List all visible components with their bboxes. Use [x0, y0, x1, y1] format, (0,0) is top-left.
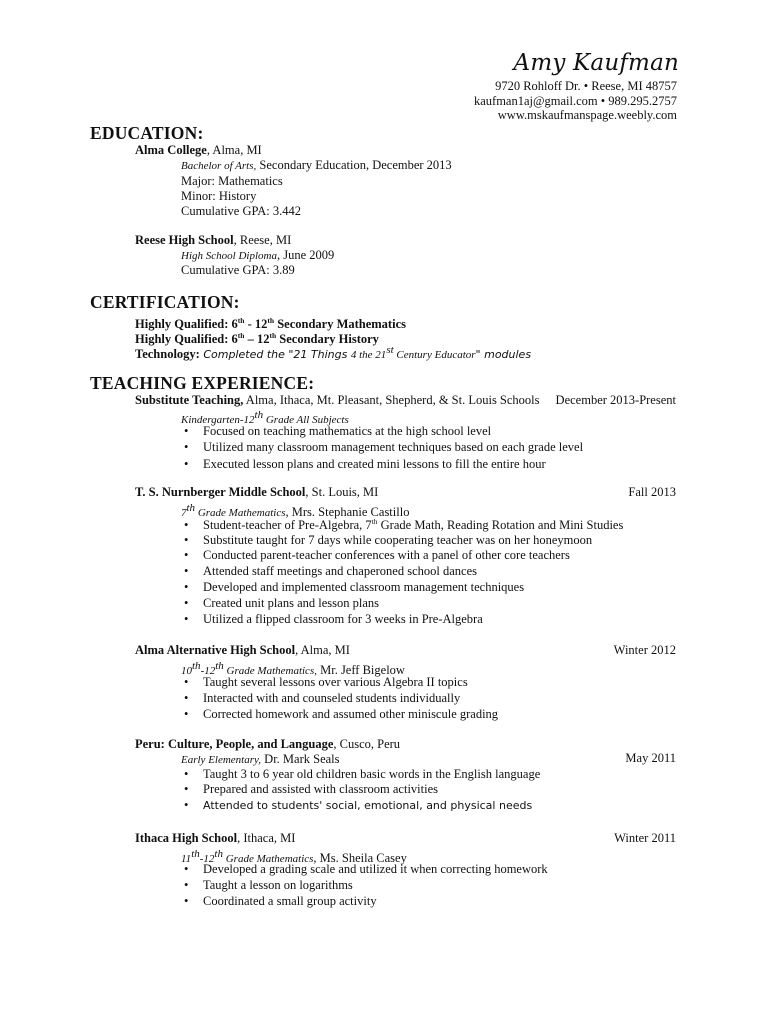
bullet-icon: • — [184, 612, 189, 626]
ordinal-suffix: th — [269, 331, 277, 340]
tech-text: " modules — [475, 348, 532, 362]
peru-role — [181, 752, 340, 768]
list-item — [184, 548, 570, 563]
org-name: Alma Alternative High School — [135, 643, 296, 657]
bullet-text: Conducted parent-teacher conferences with a panel of other core teachers — [203, 548, 570, 562]
bullet-icon: • — [184, 580, 189, 594]
bullet-text: Prepared and assisted with classroom activities — [203, 782, 439, 796]
list-item — [184, 675, 468, 690]
list-item — [184, 862, 548, 877]
role-text: 7 — [181, 507, 187, 520]
certification-heading: CERTIFICATION: — [90, 292, 240, 312]
diploma-line — [181, 248, 334, 264]
peru-date: May 2011 — [625, 751, 676, 765]
bullet-text: Developed and implemented classroom management techniques — [203, 580, 525, 594]
ordinal-suffix: th — [237, 316, 245, 325]
list-item — [184, 798, 532, 813]
list-item — [184, 782, 438, 797]
role-text: Mr. Jeff Bigelow — [316, 663, 405, 678]
bullet-icon: • — [184, 707, 189, 721]
cert-text: - 12 — [244, 317, 268, 332]
school-place: , Alma, MI — [206, 143, 262, 157]
role-text: Grade All Subjects — [263, 414, 349, 427]
major-line: Major: Mathematics — [181, 174, 283, 188]
role-text: -12 — [199, 853, 215, 866]
bullet-text: Attended to students' social, emotional, and physical needs — [203, 799, 533, 812]
org-place: , Cusco, Peru — [333, 737, 401, 751]
ordinal-suffix: th — [215, 660, 224, 672]
high-school-gpa-line: Cumulative GPA: 3.89 — [181, 263, 295, 277]
bullet-icon: • — [184, 862, 189, 876]
degree-line — [181, 158, 452, 174]
bullet-icon: • — [184, 518, 189, 533]
list-item — [184, 424, 491, 439]
bullet-icon: • — [184, 440, 189, 454]
bullet-icon: • — [184, 782, 189, 796]
bullet-text: Utilized many classroom management techniques based on each grade level — [203, 440, 584, 454]
org-name: Peru: Culture, People, and Language — [135, 737, 334, 751]
applicant-name: Amy Kaufman — [513, 50, 679, 76]
list-item — [184, 596, 379, 611]
bullet-text: Grade Math, Reading Rotation and Mini Studies — [377, 518, 624, 533]
bullet-text: Utilized a flipped classroom for 3 weeks in Pre-Algebra — [203, 612, 483, 626]
bullet-icon: • — [184, 894, 189, 908]
ordinal-suffix: th — [192, 660, 201, 672]
tech-text: 4 the 21 — [350, 349, 387, 362]
alma-college-line — [135, 143, 262, 158]
school-name: Alma College — [135, 143, 207, 157]
cert-text: Highly Qualified: 6 — [135, 317, 238, 332]
college-gpa-line: Cumulative GPA: 3.442 — [181, 204, 302, 218]
substitute-date: December 2013-Present — [555, 393, 676, 407]
bullet-text: Executed lesson plans and created mini lessons to fill the entire hour — [203, 457, 546, 471]
alternative-org-line — [135, 643, 350, 658]
school-place: , Reese, MI — [233, 233, 292, 247]
role-text: Dr. Mark Seals — [261, 752, 340, 766]
bullet-text: Taught 3 to 6 year old children basic words in the English language — [203, 767, 541, 781]
bullet-icon: • — [184, 675, 189, 689]
degree-detail: Secondary Education, December 2013 — [256, 158, 452, 172]
role-text: Grade Mathematics, — [223, 665, 317, 678]
bullet-text: Coordinated a small group activity — [203, 894, 377, 908]
ordinal-suffix: st — [386, 344, 394, 356]
ordinal-suffix: th — [237, 331, 245, 340]
role-text: , Ms. Sheila Casey — [313, 851, 407, 866]
bullet-text: Attended staff meetings and chaperoned school dances — [203, 564, 477, 578]
bullet-icon: • — [184, 548, 189, 562]
substitute-org-line — [135, 393, 540, 408]
bullet-icon: • — [184, 457, 189, 471]
ordinal-suffix: th — [267, 316, 275, 325]
minor-line: Minor: History — [181, 189, 257, 203]
org-place: Alma, Ithaca, Mt. Pleasant, Shepherd, & St. Louis Schools — [243, 393, 540, 407]
list-item — [184, 457, 546, 472]
bullet-text: Focused on teaching mathematics at the high school level — [203, 424, 492, 438]
role-text: Early Elementary, — [181, 754, 262, 766]
bullet-icon: • — [184, 424, 189, 438]
list-item — [184, 580, 524, 595]
tech-text: Completed the "21 Things — [199, 348, 351, 362]
address-line: 9720 Rohloff Dr. • Reese, MI 48757 — [495, 79, 677, 93]
website-line: www.mskaufmanspage.weebly.com — [497, 108, 677, 122]
list-item — [184, 533, 592, 548]
contact-block — [474, 79, 677, 123]
alternative-date: Winter 2012 — [613, 643, 676, 657]
role-text: Kindergarten-12 — [181, 414, 255, 427]
org-place: , Alma, MI — [295, 643, 350, 657]
tech-text: Century Educator — [393, 349, 476, 362]
ordinal-suffix: th — [191, 848, 200, 860]
bullet-text: Developed a grading scale and utilized it when correcting homework — [203, 862, 548, 876]
bullet-icon: • — [184, 878, 189, 892]
bullet-text: Corrected homework and assumed other miniscule grading — [203, 707, 499, 721]
bullet-icon: • — [184, 798, 189, 812]
ithaca-org-line — [135, 831, 295, 846]
cert-technology-line — [135, 343, 531, 363]
bullet-text: Substitute taught for 7 days while cooperating teacher was on her honeymoon — [203, 533, 593, 547]
org-place: , St. Louis, MI — [305, 485, 379, 499]
ordinal-suffix: th — [214, 848, 223, 860]
role-text: Grade Mathematics — [195, 507, 286, 520]
nurnberger-date: Fall 2013 — [628, 485, 676, 499]
role-text: , Mrs. Stephanie Castillo — [285, 505, 410, 520]
nurnberger-org-line — [135, 485, 378, 500]
org-name: Substitute Teaching, — [135, 393, 244, 407]
cert-text: Secondary History — [276, 332, 379, 347]
list-item — [184, 767, 540, 782]
list-item — [184, 707, 498, 722]
bullet-text: Interacted with and counseled students individually — [203, 691, 461, 705]
role-text: Grade Mathematics — [222, 853, 314, 866]
list-item — [184, 440, 583, 455]
school-name: Reese High School — [135, 233, 234, 247]
ordinal-suffix: th — [371, 517, 378, 526]
diploma-name: High School Diploma — [181, 250, 277, 262]
bullet-text: Taught a lesson on logarithms — [203, 878, 353, 892]
ithaca-date: Winter 2011 — [614, 831, 676, 845]
education-heading: EDUCATION: — [90, 123, 204, 143]
list-item — [184, 878, 353, 893]
org-name: Ithaca High School — [135, 831, 238, 845]
bullet-text: Taught several lessons over various Algebra II topics — [203, 675, 468, 689]
cert-text: Secondary Mathematics — [274, 317, 406, 332]
diploma-detail: , June 2009 — [276, 248, 335, 262]
tech-label: Technology: — [135, 347, 200, 362]
org-name: T. S. Nurnberger Middle School — [135, 485, 306, 499]
role-text: 10 — [181, 665, 192, 678]
email-phone-line: kaufman1aj@gmail.com • 989.295.2757 — [473, 93, 677, 108]
bullet-text: Created unit plans and lesson plans — [203, 596, 380, 610]
bullet-icon: • — [184, 767, 189, 781]
bullet-icon: • — [184, 564, 189, 578]
bullet-text: Student-teacher of Pre-Algebra, 7 — [203, 518, 372, 533]
cert-text: Highly Qualified: 6 — [135, 332, 238, 347]
ordinal-suffix: th — [186, 502, 196, 514]
org-place: , Ithaca, MI — [237, 831, 296, 845]
list-item — [184, 691, 460, 706]
list-item — [184, 564, 477, 579]
cert-text: – 12 — [244, 332, 270, 347]
teaching-heading: TEACHING EXPERIENCE: — [90, 373, 315, 393]
list-item — [184, 894, 377, 909]
role-text: -12 — [200, 665, 216, 678]
list-item — [184, 517, 623, 533]
reese-high-line — [135, 233, 291, 248]
bullet-icon: • — [184, 691, 189, 705]
bullet-icon: • — [184, 596, 189, 610]
ordinal-suffix: th — [254, 409, 264, 421]
role-text: 11 — [181, 853, 192, 866]
degree-name: Bachelor of Arts, — [181, 160, 257, 172]
peru-org-line — [135, 737, 400, 752]
list-item — [184, 612, 483, 627]
bullet-icon: • — [184, 533, 189, 547]
